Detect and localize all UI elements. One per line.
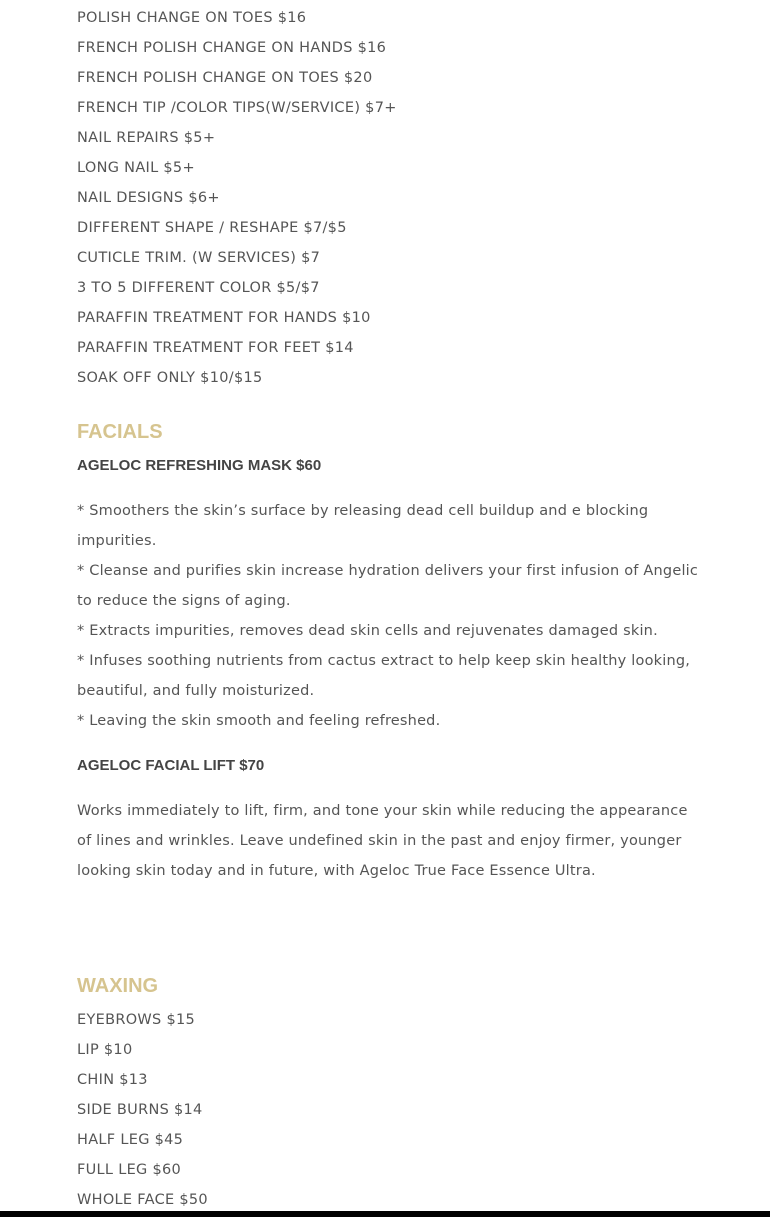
- list-item: FULL LEG $60: [77, 1162, 182, 1178]
- list-item: FRENCH TIP /COLOR TIPS(W/SERVICE) $7+: [77, 100, 397, 116]
- bullet-item: * Infuses soothing nutrients from cactus extract to help keep skin healthy looking, beautiful, and fully moisturized.: [77, 653, 691, 699]
- refreshing-mask-bullets: [77, 496, 702, 736]
- list-item: LIP $10: [77, 1042, 133, 1058]
- list-item: FRENCH POLISH CHANGE ON HANDS $16: [77, 40, 387, 56]
- refreshing-mask-title: AGELOC REFRESHING MASK $60: [77, 457, 322, 474]
- list-item: LONG NAIL $5+: [77, 160, 195, 176]
- facials-heading: FACIALS: [77, 421, 163, 443]
- bullet-item: * Leaving the skin smooth and feeling refreshed.: [77, 713, 441, 729]
- nail-addons-list: [77, 3, 702, 393]
- list-item: WHOLE FACE $50: [77, 1192, 208, 1208]
- bottom-bar: [0, 1211, 770, 1217]
- list-item: FRENCH POLISH CHANGE ON TOES $20: [77, 70, 373, 86]
- price-list: [77, 3, 702, 1215]
- list-item: 3 TO 5 DIFFERENT COLOR $5/$7: [77, 280, 320, 296]
- list-item: SOAK OFF ONLY $10/$15: [77, 370, 263, 386]
- waxing-heading: WAXING: [77, 975, 159, 997]
- list-item: DIFFERENT SHAPE / RESHAPE $7/$5: [77, 220, 347, 236]
- bullet-item: * Extracts impurities, removes dead skin cells and rejuvenates damaged skin.: [77, 623, 658, 639]
- bullet-item: * Cleanse and purifies skin increase hydration delivers your first infusion of Angelic to reduce the signs of aging.: [77, 563, 699, 609]
- list-item: HALF LEG $45: [77, 1132, 184, 1148]
- waxing-list: [77, 1005, 702, 1215]
- bullet-item: * Smoothers the skin’s surface by releasing dead cell buildup and e blocking impurities.: [77, 503, 649, 549]
- list-item: PARAFFIN TREATMENT FOR FEET $14: [77, 340, 354, 356]
- facial-lift-title: AGELOC FACIAL LIFT $70: [77, 757, 265, 774]
- list-item: POLISH CHANGE ON TOES $16: [77, 10, 307, 26]
- list-item: SIDE BURNS $14: [77, 1102, 203, 1118]
- facial-lift-description: Works immediately to lift, firm, and tone your skin while reducing the appearance of lines and wrinkles. Leave undefined skin in the past and enjoy firmer, younger looking skin today and in future, with Ageloc True Face Essence Ultra.: [77, 803, 688, 879]
- list-item: CHIN $13: [77, 1072, 148, 1088]
- list-item: EYEBROWS $15: [77, 1012, 196, 1028]
- list-item: PARAFFIN TREATMENT FOR HANDS $10: [77, 310, 371, 326]
- list-item: NAIL REPAIRS $5+: [77, 130, 216, 146]
- list-item: CUTICLE TRIM. (W SERVICES) $7: [77, 250, 321, 266]
- list-item: NAIL DESIGNS $6+: [77, 190, 220, 206]
